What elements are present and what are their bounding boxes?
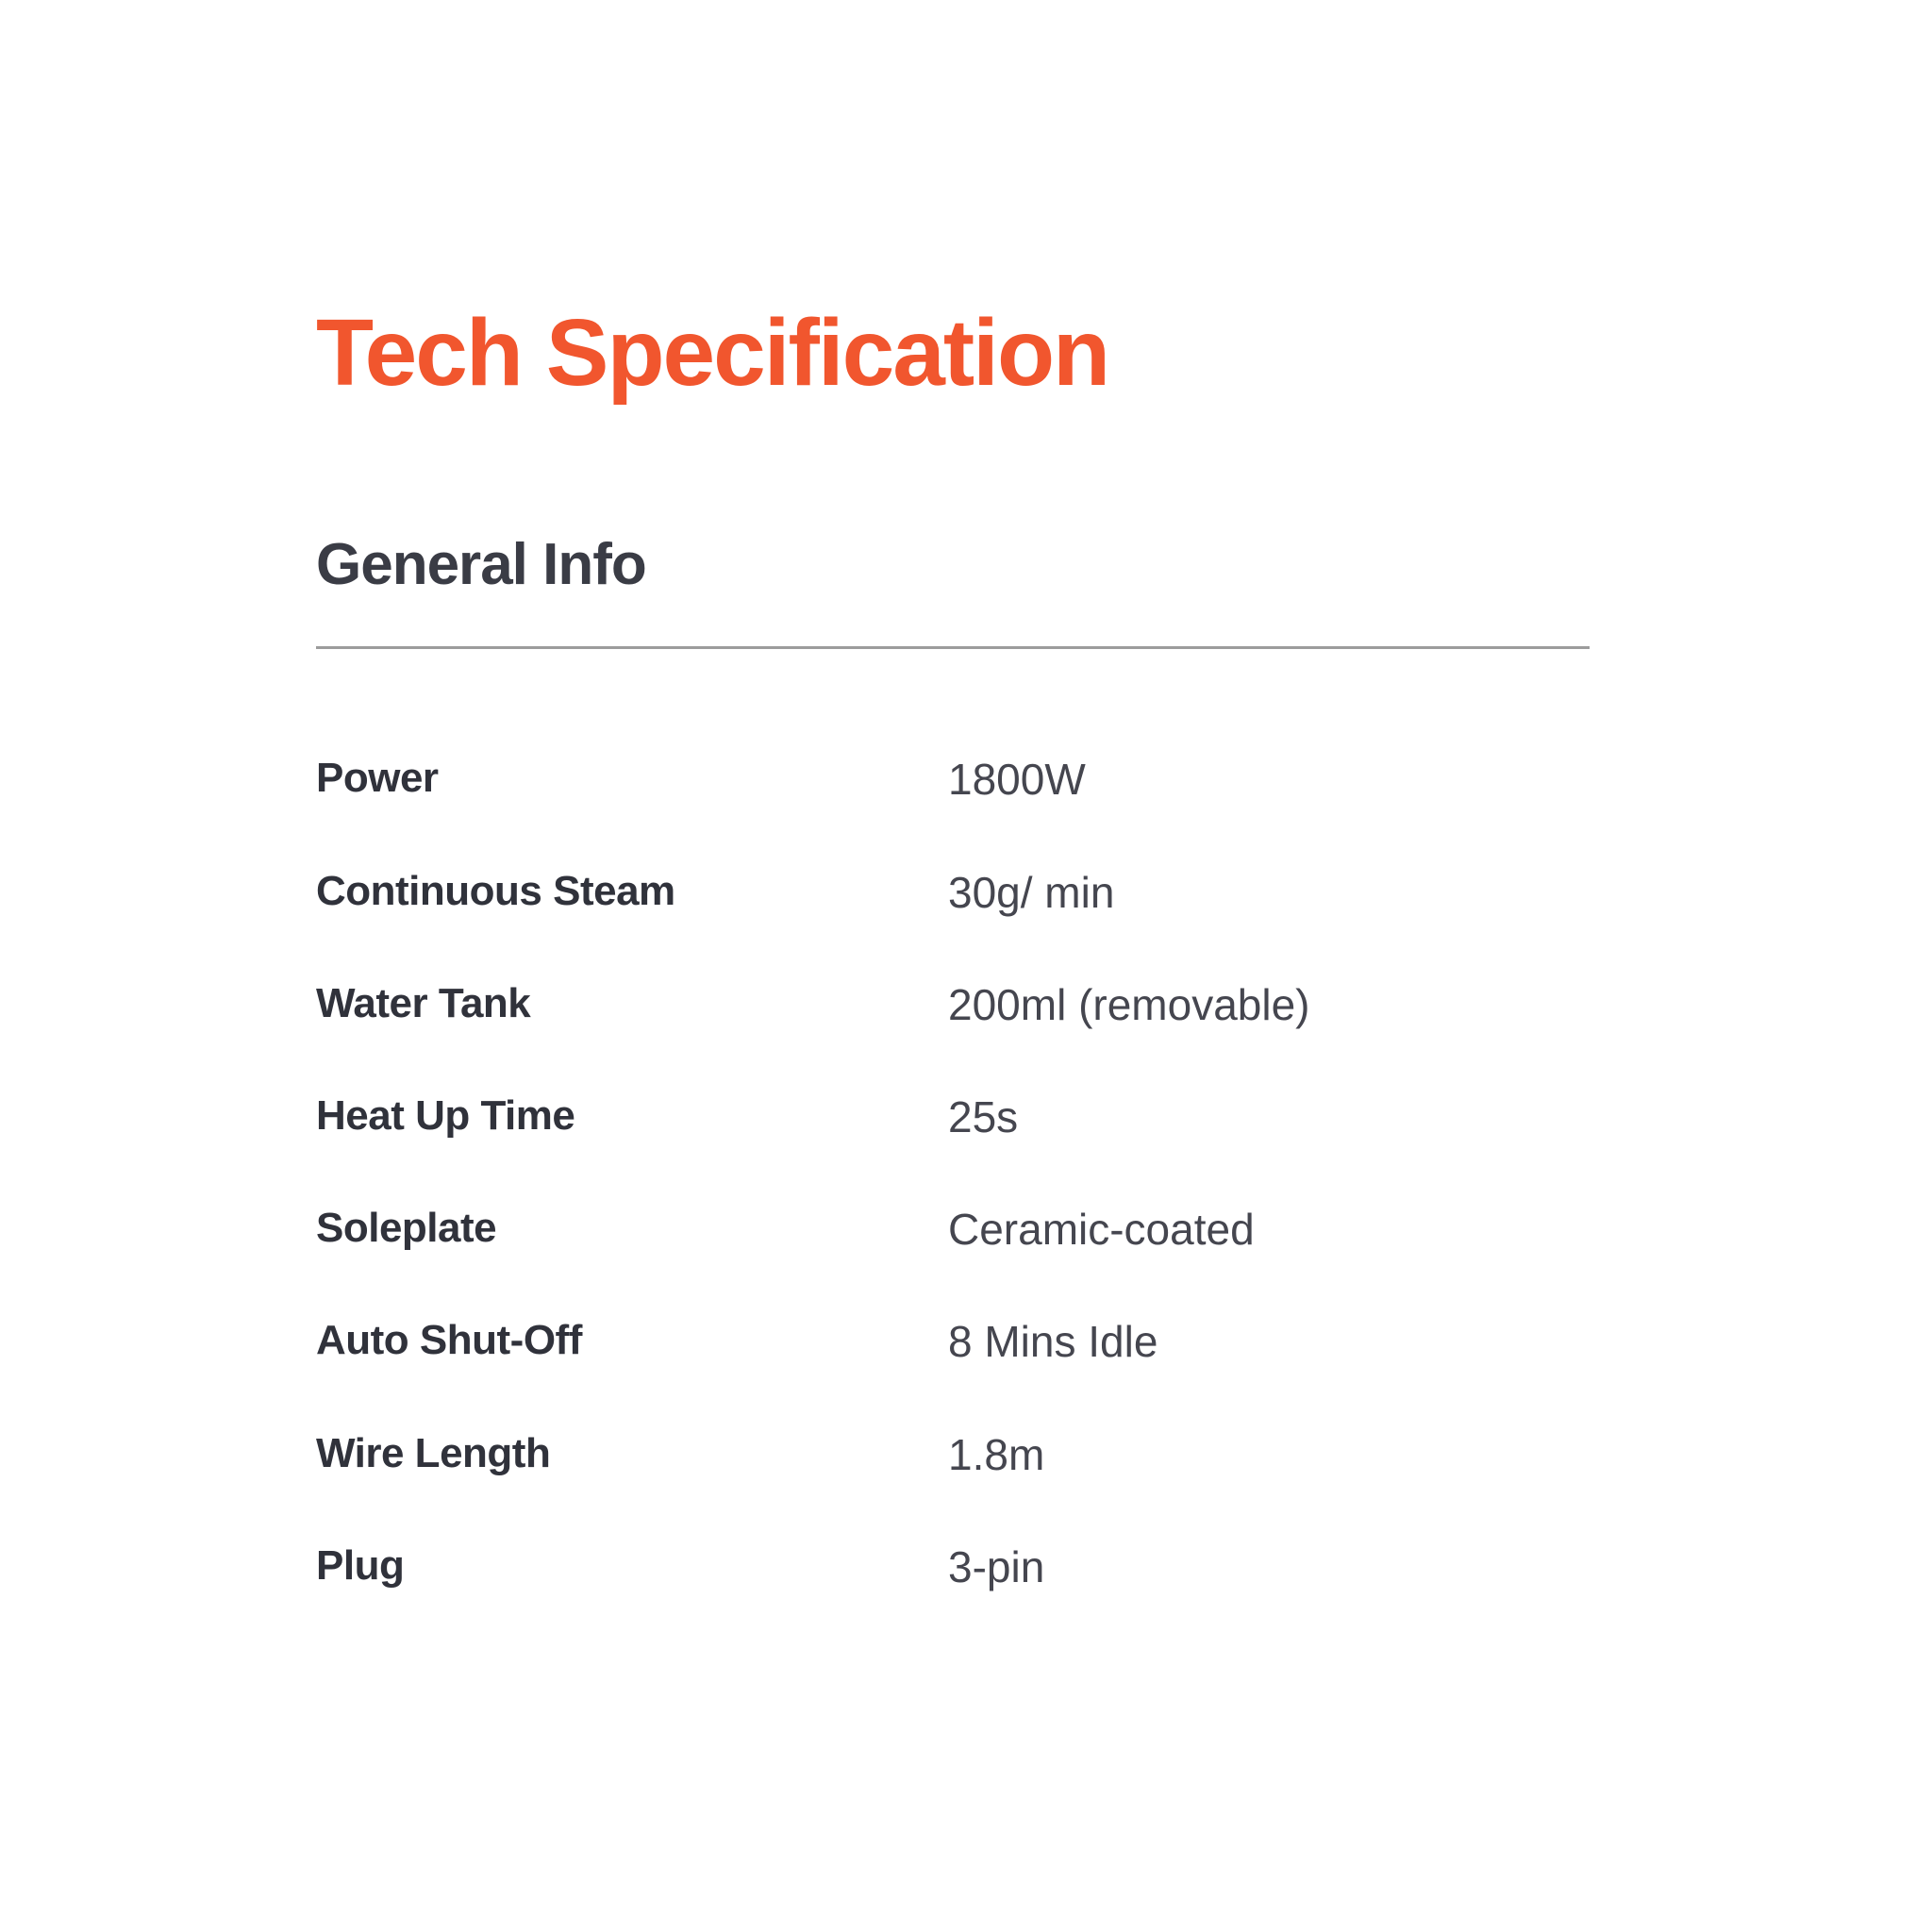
spec-row [316, 754, 1590, 806]
spec-row [316, 979, 1590, 1031]
spec-value: Ceramic-coated [948, 1205, 1255, 1255]
spec-row [316, 1204, 1590, 1256]
spec-label: Power [316, 755, 439, 802]
page-title: Tech Specification [316, 300, 1109, 406]
spec-value: 3-pin [948, 1541, 1045, 1591]
spec-value: 200ml (removable) [948, 979, 1310, 1029]
spec-label: Plug [316, 1541, 405, 1589]
spec-label: Soleplate [316, 1205, 497, 1252]
spec-label: Wire Length [316, 1429, 551, 1476]
spec-row [316, 1541, 1590, 1593]
spec-label: Water Tank [316, 979, 531, 1026]
section-heading: General Info [316, 532, 646, 597]
spec-value: 1.8m [948, 1429, 1045, 1479]
spec-row [316, 1429, 1590, 1481]
general-info-section [316, 530, 1590, 1593]
spec-value: 30g/ min [948, 867, 1115, 917]
spec-label: Continuous Steam [316, 867, 675, 914]
spec-table [316, 754, 1590, 1593]
spec-page [316, 0, 1590, 1593]
spec-label: Heat Up Time [316, 1091, 575, 1139]
section-divider [316, 646, 1590, 649]
spec-value: 8 Mins Idle [948, 1317, 1158, 1367]
spec-label: Auto Shut-Off [316, 1317, 582, 1364]
spec-value: 25s [948, 1091, 1019, 1141]
spec-row [316, 867, 1590, 919]
spec-row [316, 1316, 1590, 1368]
spec-value: 1800W [948, 755, 1086, 805]
spec-row [316, 1091, 1590, 1143]
